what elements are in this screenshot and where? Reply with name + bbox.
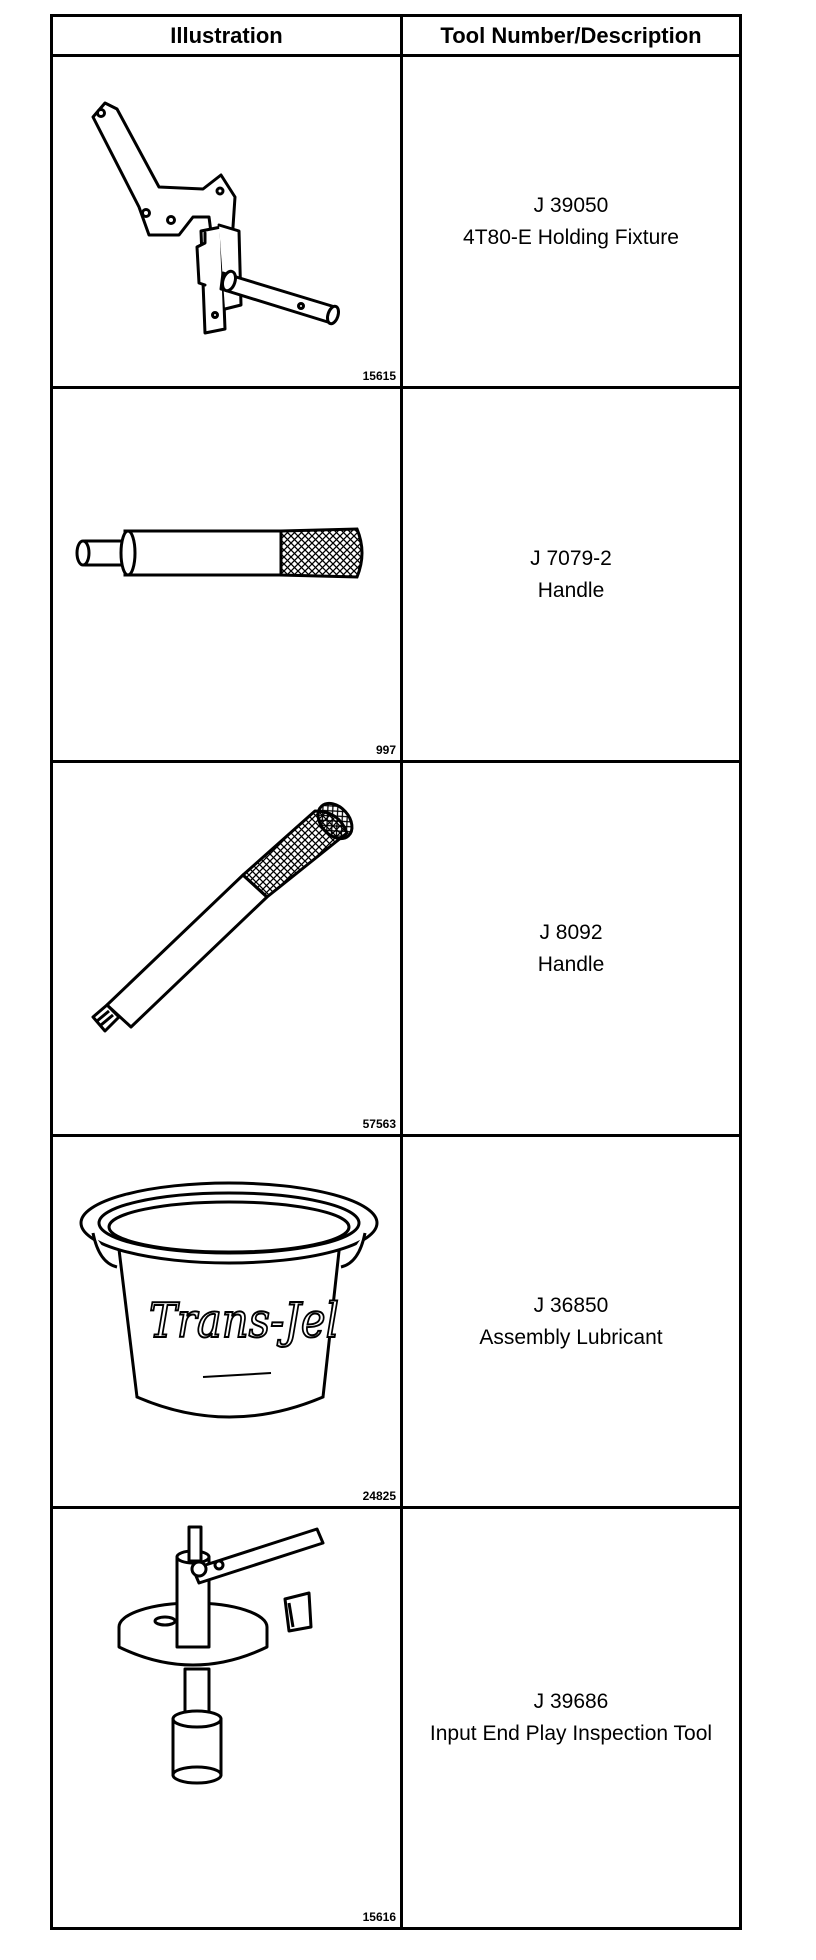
inspection-tool-icon [53,1509,400,1927]
tool-number: J 39050 [533,193,609,217]
tool-number: J 7079-2 [530,546,612,570]
illustration-cell [53,57,400,386]
tool-number: J 36850 [533,1293,609,1317]
table-row [53,1137,739,1509]
illustration-cell [53,1137,400,1506]
tool-description: Assembly Lubricant [479,1325,663,1349]
tool-table [50,14,742,1930]
tub-label-text: Trans-Jel [149,1293,339,1349]
tool-description: Input End Play Inspection Tool [429,1722,713,1745]
figure-number: 24825 [362,1489,396,1503]
tool-description-cell [403,57,739,386]
tool-description-cell [403,763,739,1134]
tool-description: 4T80-E Holding Fixture [463,225,679,249]
header-illustration: Illustration [170,23,283,48]
tool-description-cell [403,1137,739,1506]
tool-number: J 8092 [539,920,603,944]
table-row [53,763,739,1137]
figure-number: 15616 [362,1910,396,1924]
header-tool-description: Tool Number/Description [440,23,702,48]
straight-handle-icon [53,389,400,760]
tool-description: Handle [537,952,605,976]
tool-description: Handle [537,578,605,602]
lubricant-tub-icon [53,1137,400,1506]
tool-description-cell [403,389,739,760]
figure-number: 15615 [362,369,396,383]
illustration-cell [53,763,400,1134]
table-header [53,17,739,57]
figure-number: 57563 [362,1117,396,1131]
table-row [53,1509,739,1927]
illustration-cell [53,1509,400,1927]
table-row [53,389,739,763]
tool-description-cell [403,1509,739,1927]
holding-fixture-icon [53,57,400,386]
figure-number: 997 [375,743,396,757]
tool-number: J 39686 [533,1690,609,1713]
table-row [53,57,739,389]
angled-handle-icon [53,763,400,1134]
illustration-cell [53,389,400,760]
